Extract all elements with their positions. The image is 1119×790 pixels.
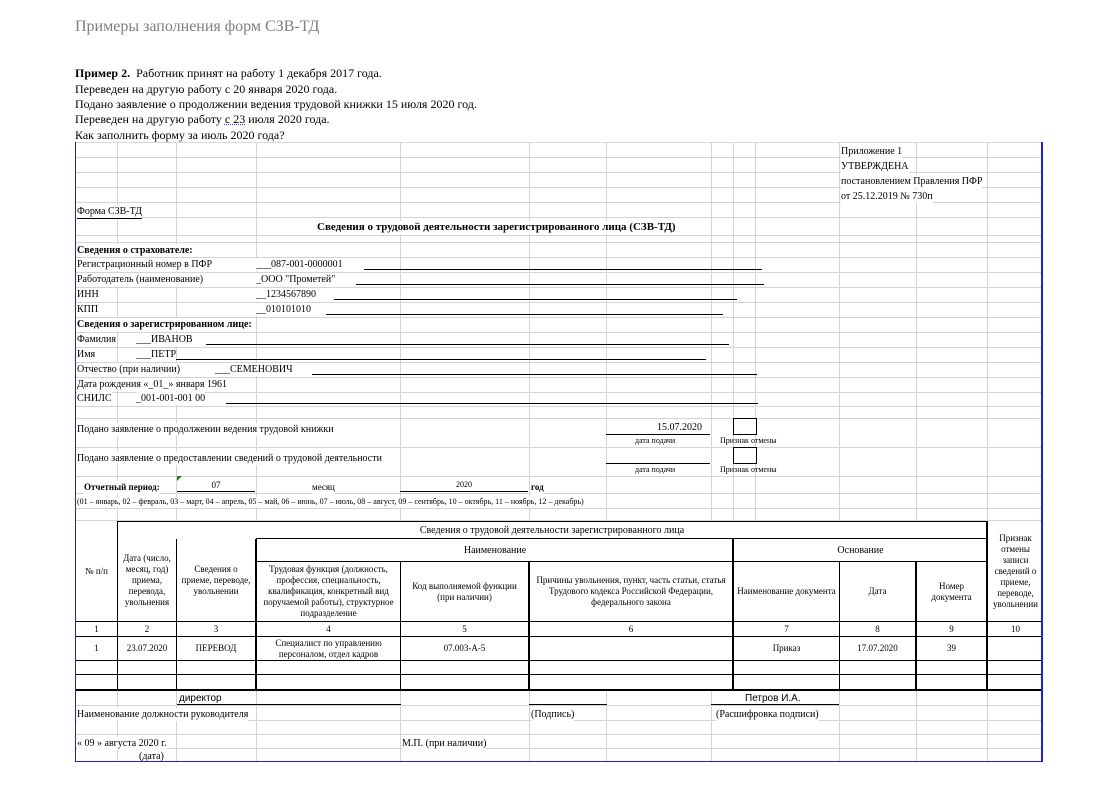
intro-text-4b: июля 2020 года. — [245, 112, 330, 126]
name-group-header: Наименование — [463, 544, 527, 556]
surname-value[interactable]: ___ИВАНОВ — [136, 334, 193, 345]
form-label: Форма СЗВ-ТД — [77, 206, 142, 217]
cancel-caption-2: Признак отмены — [720, 465, 777, 474]
signer-position-value[interactable]: директор — [179, 693, 222, 704]
row-docdate[interactable]: 17.07.2020 — [857, 643, 898, 653]
intro-line-5: Как заполнить форму за июль 2020 года? — [75, 128, 285, 142]
col-number: 2 — [144, 623, 150, 634]
col-header-code: Код выполняемой функции (при наличии) — [412, 580, 517, 602]
approval-line-3: постановлением Правления ПФР — [841, 176, 983, 187]
row-docnum[interactable]: 39 — [947, 643, 956, 653]
date-caption-1: дата подачи — [635, 436, 676, 445]
signature-label: (Подпись) — [531, 709, 575, 720]
col-number: 10 — [1011, 623, 1020, 634]
col-header-num: № п/п — [85, 566, 108, 576]
cancel-caption-1: Признак отмены — [720, 436, 777, 445]
signer-name-value[interactable]: Петров И.А. — [745, 693, 801, 704]
birth-date[interactable]: Дата рождения «_01_» января 1961 — [77, 379, 227, 390]
intro-text-4a: Переведен на другую работу — [75, 112, 225, 126]
page-title: Примеры заполнения форм СЗВ-ТД — [75, 18, 320, 35]
signature-line[interactable] — [529, 704, 607, 705]
example-label: Пример 2. — [75, 66, 131, 80]
col-header-docnum: Номер документа — [931, 580, 972, 602]
col-number: 5 — [462, 623, 467, 634]
stamp-label: М.П. (при наличии) — [402, 738, 487, 749]
kpp-value[interactable]: __010101010 — [256, 304, 311, 315]
row-cancel[interactable] — [988, 637, 1043, 660]
spellcheck-mark: с 23 — [224, 112, 246, 126]
period-month-value[interactable]: 07 — [211, 480, 221, 490]
patronymic-label: Отчество (при наличии) — [77, 364, 181, 375]
inn-label: ИНН — [77, 289, 99, 300]
col-header-date: Дата (число, месяц, год) приема, перевода, увольнения — [123, 552, 171, 607]
provide-statement-date[interactable] — [606, 463, 710, 464]
row-reason[interactable] — [530, 637, 732, 660]
inn-value[interactable]: __1234567890 — [256, 289, 316, 300]
surname-label: Фамилия — [77, 334, 116, 345]
snils-label: СНИЛС — [77, 393, 112, 404]
person-heading: Сведения о зарегистрированном лице: — [77, 319, 252, 330]
intro-line-2: Переведен на другую работу с 20 января 2020 года. — [75, 82, 338, 96]
kpp-label: КПП — [77, 304, 99, 315]
col-header-doc: Наименование документа — [737, 586, 836, 596]
col-number: 9 — [949, 623, 954, 634]
col-number: 3 — [213, 623, 219, 634]
provide-statement-label: Подано заявление о предоставлении сведений о трудовой деятельности — [77, 453, 382, 464]
col-header-docdate: Дата — [868, 586, 887, 596]
signer-name-label: (Расшифровка подписи) — [716, 709, 819, 720]
signature-date-caption: (дата) — [139, 751, 164, 762]
col-header-function: Трудовая функция (должность, профессия, специальность, квалификация, конкретный вид поручаемой работы), структурное подразделение — [263, 564, 394, 618]
reg-number-value[interactable]: ___087-001-0000001 — [256, 259, 343, 270]
row-date[interactable]: 23.07.2020 — [126, 643, 168, 653]
col-number: 1 — [94, 623, 99, 634]
row-code[interactable]: 07.003-А-5 — [443, 643, 486, 653]
col-number: 8 — [875, 623, 880, 634]
col-number: 6 — [628, 623, 634, 634]
col-number: 7 — [784, 623, 789, 634]
signature-date[interactable]: « 09 » августа 2020 г. — [77, 738, 167, 749]
insurer-heading: Сведения о страхователе: — [77, 245, 193, 256]
basis-group-header: Основание — [837, 544, 884, 556]
continue-statement-label: Подано заявление о продолжении ведения трудовой книжки — [77, 424, 334, 435]
date-caption-2: дата подачи — [635, 465, 676, 474]
first-name-label: Имя — [77, 349, 96, 360]
col-header-reason: Причины увольнения, пункт, часть статьи, статья Трудового кодекса Российской Федерации, федерального закона — [536, 575, 726, 607]
signer-position-label: Наименование должности руководителя — [77, 709, 249, 720]
period-year-value[interactable]: 2020 — [456, 480, 472, 489]
period-month-label: месяц — [312, 482, 335, 492]
period-label: Отчетный период: — [84, 482, 160, 492]
employer-label: Работодатель (наименование) — [77, 274, 204, 285]
continue-cancel-checkbox[interactable] — [733, 418, 757, 435]
snils-value[interactable]: _001-001-001 00 — [136, 393, 206, 404]
row-doc[interactable]: Приказ — [772, 643, 801, 653]
patronymic-value[interactable]: ___СЕМЕНОВИЧ — [215, 364, 293, 375]
approval-line-4: от 25.12.2019 № 730п — [841, 191, 933, 202]
reg-number-label: Регистрационный номер в ПФР — [77, 259, 212, 270]
intro-line-4 — [75, 112, 330, 127]
form-title: Сведения о трудовой деятельности зарегистрированного лица (СЗВ-ТД) — [317, 221, 676, 233]
approval-line-1: Приложение 1 — [841, 146, 903, 157]
intro-text-1: Работник принят на работу 1 декабря 2017 года. — [136, 66, 382, 80]
continue-statement-date[interactable]: 15.07.2020 — [657, 422, 702, 433]
col-header-info: Сведения о приеме, переводе, увольнении — [181, 563, 251, 596]
employer-value[interactable]: _ООО "Прометей" — [256, 274, 336, 285]
first-name-value[interactable]: ___ПЕТР — [136, 349, 176, 360]
month-legend: (01 – январь, 02 – февраль, 03 – март, 04 – апрель, 05 – май, 06 – июнь, 07 – июль, 08 – август, 09 – сентябрь, 10 – октябрь, 11 – ноябрь, 12 – декабрь) — [77, 497, 584, 506]
table-group-title: Сведения о трудовой деятельности зарегистрированного лица — [419, 524, 685, 536]
period-year-label: год — [531, 482, 544, 492]
row-info[interactable]: ПЕРЕВОД — [195, 643, 237, 653]
row-num[interactable]: 1 — [94, 643, 99, 653]
intro-line-3: Подано заявление о продолжении ведения трудовой книжки 15 июля 2020 год. — [75, 97, 477, 111]
col-number: 4 — [326, 623, 331, 634]
approval-line-2: УТВЕРЖДЕНА — [841, 161, 909, 172]
col-header-cancel: Признак отмены записи сведений о приеме, переводе, увольнении — [993, 533, 1038, 609]
intro-line-1 — [75, 66, 382, 81]
provide-cancel-checkbox[interactable] — [733, 447, 757, 464]
row-function[interactable]: Специалист по управлению персоналом, отдел кадров — [275, 637, 382, 659]
